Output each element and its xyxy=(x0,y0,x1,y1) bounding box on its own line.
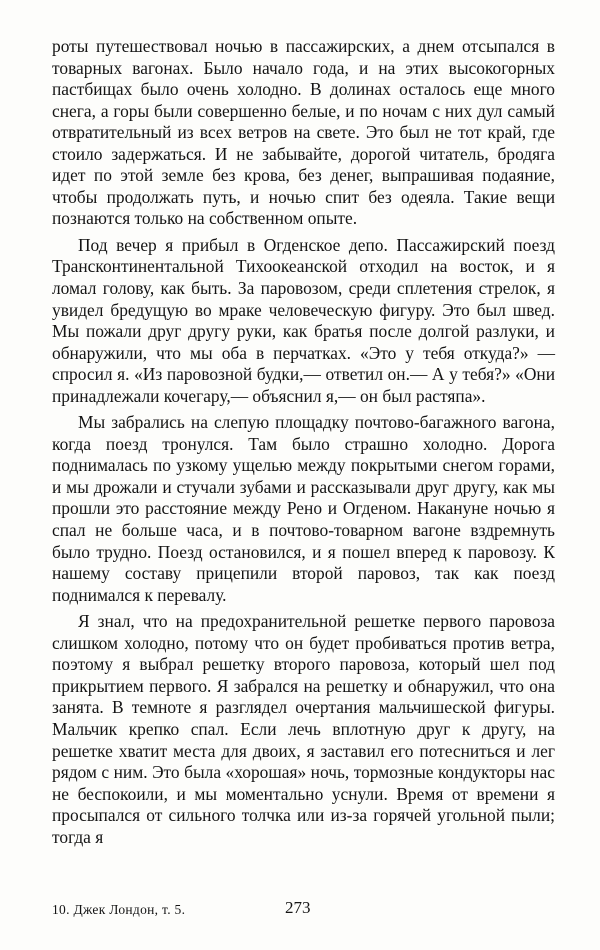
paragraph-blind-platform: Мы забрались на слепую площадку почтово-багажного вагона, когда поезд тронулся. Там было страшно холодно. Дорога поднималась по узкому ущелью между покрытыми снегом горами, и мы дрожали и стучали зубами и рассказывали друг другу, как мы прошли это расстояние между Рено и Огденом. Накануне ночью я спал не больше часа, и в почтово-товарном вагоне вздремнуть было трудно. Поезд остановился, и я пошел вперед к паровозу. К нашему составу прицепили второй паровоз, так как поезд поднимался к перевалу. xyxy=(52,412,555,605)
page-text-column xyxy=(52,36,555,853)
paragraph-continued: роты путешествовал ночью в пассажирских, а днем отсыпался в товарных вагонах. Было начало года, и на этих высокогорных пастбищах было очень холодно. В долинах осталось еще много снега, а горы были совершенно белые, и по ночам с них дул самый отвратительный из всех ветров на свете. Это был не тот край, где стоило задержаться. И не забывайте, дорогой читатель, бродяга идет по этой земле без крова, без денег, выпрашивая подаяние, чтобы продолжать путь, и ночью спит без одеяла. Такие вещи познаются только на собственном опыте. xyxy=(52,36,555,229)
page-footer xyxy=(52,898,555,922)
page-number: 273 xyxy=(285,898,311,917)
paragraph-ogden-depot: Под вечер я прибыл в Огденское депо. Пассажирский поезд Трансконтинентальной Тихоокеанской отходил на восток, и я ломал голову, как быть. За паровозом, среди сплетения стрелок, я увидел бредущую во мраке человеческую фигуру. Это был швед. Мы пожали друг другу руки, как братья после долгой разлуки, и обнаружили, что мы оба в перчатках. «Это у тебя откуда?» — спросил я. «Из паровозной будки,— ответил он.— А у тебя?» «Они принадлежали кочегару,— объяснил я,— он был растяпа». xyxy=(52,234,555,406)
printer-signature: 10. Джек Лондон, т. 5. xyxy=(52,902,186,917)
paragraph-locomotive-grate: Я знал, что на предохранительной решетке первого паровоза слишком холодно, потому что он будет пробиваться против ветра, поэтому я выбрал решетку второго паровоза, который шел под прикрытием первого. Я забрался на решетку и обнаружил, что она занята. В темноте я разглядел очертания мальчишеской фигуры. Мальчик крепко спал. Если лечь вплотную друг к другу, на решетке хватит места для двоих, я заставил его потесниться и лег рядом с ним. Это была «хорошая» ночь, тормозные кондукторы нас не беспокоили, и мы моментально уснули. Время от времени я просыпался от сильного толчка или из-за горячей угольной пыли; тогда я xyxy=(52,611,555,847)
